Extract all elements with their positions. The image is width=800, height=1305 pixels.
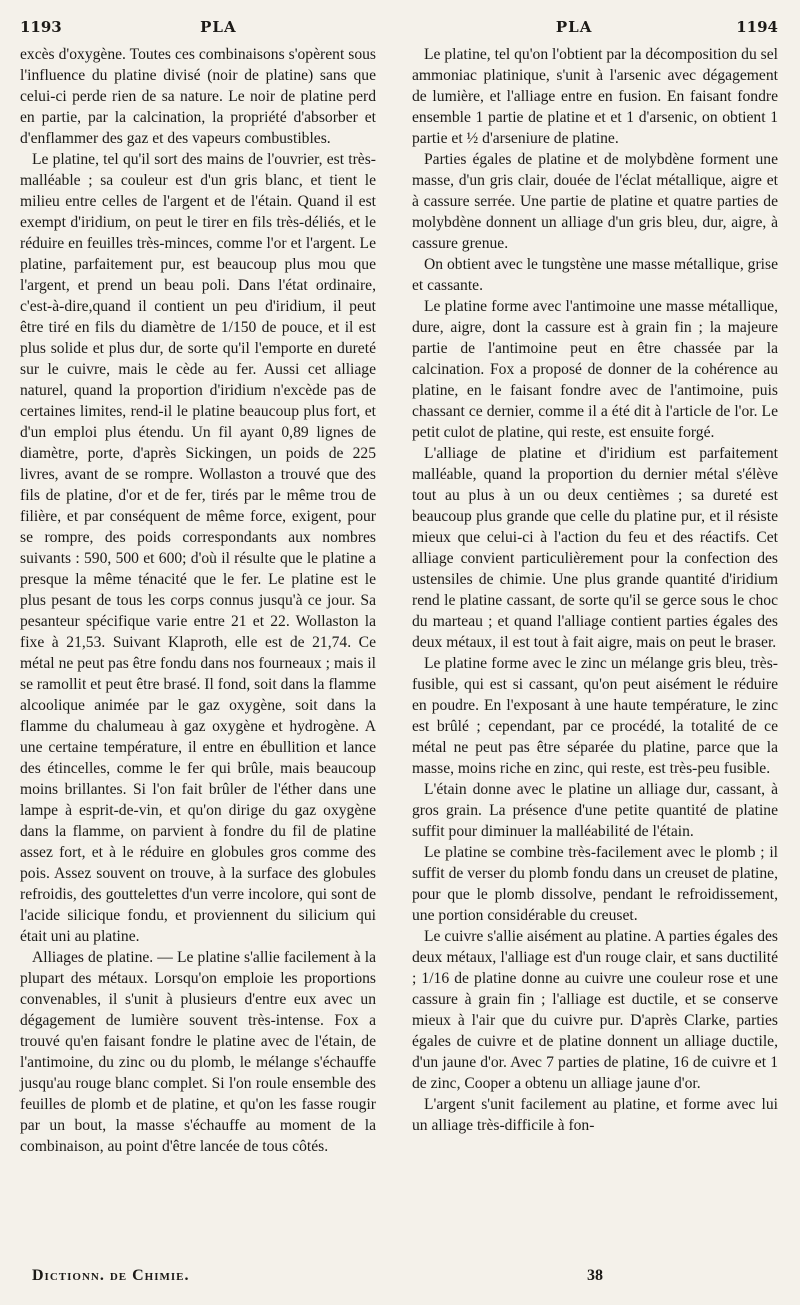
right-page-header — [412, 14, 778, 40]
right-page-number: 1194 — [736, 18, 778, 36]
right-paragraph: Parties égales de platine et de molybdène forment une masse, d'un gris clair, douée de l'éclat métallique, aigre et à cassure serrée. Une partie de platine et quatre parties de molybdène donnent un alliage d'un gris bleu, dur, aigre, à cassure grenue. — [412, 151, 778, 252]
right-paragraph: Le platine forme avec l'antimoine une masse métallique, dure, aigre, dont la cassure est à grain fin ; la majeure partie de l'antimoine peut en être chassée par la calcination. Fox a proposé de donner de la cohérence au platine, en le faisant fondre avec de l'antimoine, puis chassant ce dernier, comme il a été dit à l'article de l'or. Le petit culot de platine, qui reste, est ensuite forgé. — [412, 298, 778, 441]
right-paragraph: Le cuivre s'allie aisément au platine. A parties égales des deux métaux, l'alliage est d'un rouge clair, et sans ductilité ; 1/16 de platine donne au cuivre une couleur rose et une cassure à grain fin ; l'alliage est ductile, et se conserve mieux à l'air que du cuivre pur. D'après Clarke, parties égales de cuivre et de platine donnent un alliage ductile, d'un jaune d'or. Avec 7 parties de platine, 16 de cuivre et 1 de zinc, Cooper a obtenu un alliage jaune d'or. — [412, 928, 778, 1092]
right-paragraph: Le platine se combine très-facilement avec le plomb ; il suffit de verser du plomb fondu dans un creuset de platine, pour que le plomb dissolve, pendant le refroidissement, une portion considérable du creuset. — [412, 844, 778, 924]
right-paragraph: L'argent s'unit facilement au platine, et forme avec lui un alliage très-difficile à fon- — [412, 1096, 778, 1134]
left-paragraph: Le platine, tel qu'il sort des mains de l'ouvrier, est très-malléable ; sa couleur est d'un gris blanc, et tient le milieu entre celles de l'argent et de l'étain. Quand il est exempt d'iridium, on peut le tirer en fils très-déliés, et le réduire en feuilles très-minces, comme l'or et l'argent. Le platine, parfaitement pur, est beaucoup plus mou que l'argent, et prend un beau poli. Dans l'état ordinaire, c'est-à-dire,quand il contient un peu d'iridium, il peut être tiré en fils du diamètre de 1/150 de pouce, et il est plus solide et plus dur, de sorte qu'il l'emporte en dureté sur le cuivre, mais le cède au fer. Aussi cet alliage naturel, quand la proportion d'iridium n'excède pas de certaines limites, rend-il le platine beaucoup plus fort, et d'un emploi plus étendu. Un fil ayant 0,89 lignes de diamètre, porte, d'après Sickingen, un poids de 225 livres, avant de se rompre. Wollaston a trouvé que des fils de platine, d'or et de fer, tirés par le même trou de filière, et par conséquent de même force, exigent, pour se rompre, des poids correspondants aux nombres suivants : 590, 500 et 600; d'où il résulte que le platine a presque la même ténacité que le fer. Le platine est le plus pesant de tous les corps connus jusqu'à ce jour. Sa pesanteur spécifique varie entre 21 et 22. Wollaston la fixe à 21,53. Suivant Klaproth, elle est de 21,74. Ce métal ne peut pas être fondu dans nos fourneaux ; mais il se ramollit et peut être brasé. Il fond, soit dans la flamme alcoolique animée par le gaz oxygène, soit dans la flamme du chalumeau à gaz oxygène et hydrogène. A une certaine température, il entre en ébullition et lance des étincelles, comme le fer qui brûle, mais beaucoup moins brillantes. Si l'on fait brûler de l'éther dans une lampe à esprit-de-vin, et qu'on dirige du gaz oxygène dans la flamme, on parvient à fondre du fil de platine assez fort, et à le réduire en globules gros comme des pois. Assez souvent on trouve, à la surface des globules refroidis, des gouttelettes d'un verre incolore, qui sont de l'acide silicique fondu, et proviennent du silicium qui était uni au platine. — [20, 151, 376, 945]
right-paragraph: Le platine, tel qu'on l'obtient par la décomposition du sel ammoniac platinique, s'unit à l'arsenic avec dégagement de lumière, et l'alliage entre en fusion. En faisant fondre ensemble 1 partie de platine et et 1 d'arsenic, on obtient 1 partie et ½ d'arseniure de platine. — [412, 46, 778, 147]
left-column — [20, 44, 376, 1157]
footer-signature-number: 38 — [587, 1267, 603, 1284]
right-paragraph: Le platine forme avec le zinc un mélange gris bleu, très-fusible, qui est si cassant, qu'on peut aisément le réduire en poudre. En l'exposant à une haute température, le zinc est brûlé ; cependant, par ce procédé, la totalité de ce métal ne peut pas être séparée du platine, parce que la masse, moins riche en zinc, qui reste, est très-peu fusible. — [412, 655, 778, 777]
right-paragraph: L'étain donne avec le platine un alliage dur, cassant, à gros grain. La présence d'une petite quantité de platine suffit pour diminuer la malléabilité de l'étain. — [412, 781, 778, 840]
left-page-number: 1193 — [20, 18, 62, 36]
right-paragraph: On obtient avec le tungstène une masse métallique, grise et cassante. — [412, 256, 778, 294]
footer-signature: Dictionn. de Chimie. — [32, 1267, 190, 1284]
left-paragraph: excès d'oxygène. Toutes ces combinaisons s'opèrent sous l'influence du platine divisé (noir de platine) sans que celui-ci perde rien de sa nature. Le noir de platine perd en partie, par la calcination, la propriété d'absorber et d'enflammer des gaz et des vapeurs combustibles. — [20, 46, 376, 147]
left-running-title: PLA — [200, 18, 237, 36]
left-paragraph: Alliages de platine. — Le platine s'allie facilement à la plupart des métaux. Lorsqu'on emploie les proportions convenables, il s'unit à plusieurs d'entre eux avec un dégagement de lumière souvent très-intense. Fox a trouvé qu'en faisant fondre le platine avec de l'étain, de l'antimoine, du zinc ou du plomb, le mélange s'échauffe jusqu'au rouge blanc complet. Si l'on roule ensemble des feuilles de plomb et de platine, et qu'on les fasse rougir par un bout, la masse s'échauffe au moment de la combinaison, au point d'être lancée de tous côtés. — [20, 949, 376, 1155]
right-running-title: PLA — [555, 18, 593, 36]
right-column — [412, 44, 778, 1136]
right-paragraph: L'alliage de platine et d'iridium est parfaitement malléable, quand la proportion du dernier métal s'élève tout au plus à un ou deux centièmes ; sa dureté est beaucoup plus grande que celle du platine pur, et il résiste mieux que celui-ci à l'action du feu et des réactifs. Cet alliage convient particulièrement pour la confection des ustensiles de chimie. Une plus grande quantité d'iridium rend le platine cassant, de sorte qu'il se gerce sous le choc du marteau ; et quand l'alliage contient parties égales des deux métaux, il est tout à fait aigre, mais on peut le braser. — [412, 445, 778, 651]
left-page-header — [20, 14, 375, 40]
